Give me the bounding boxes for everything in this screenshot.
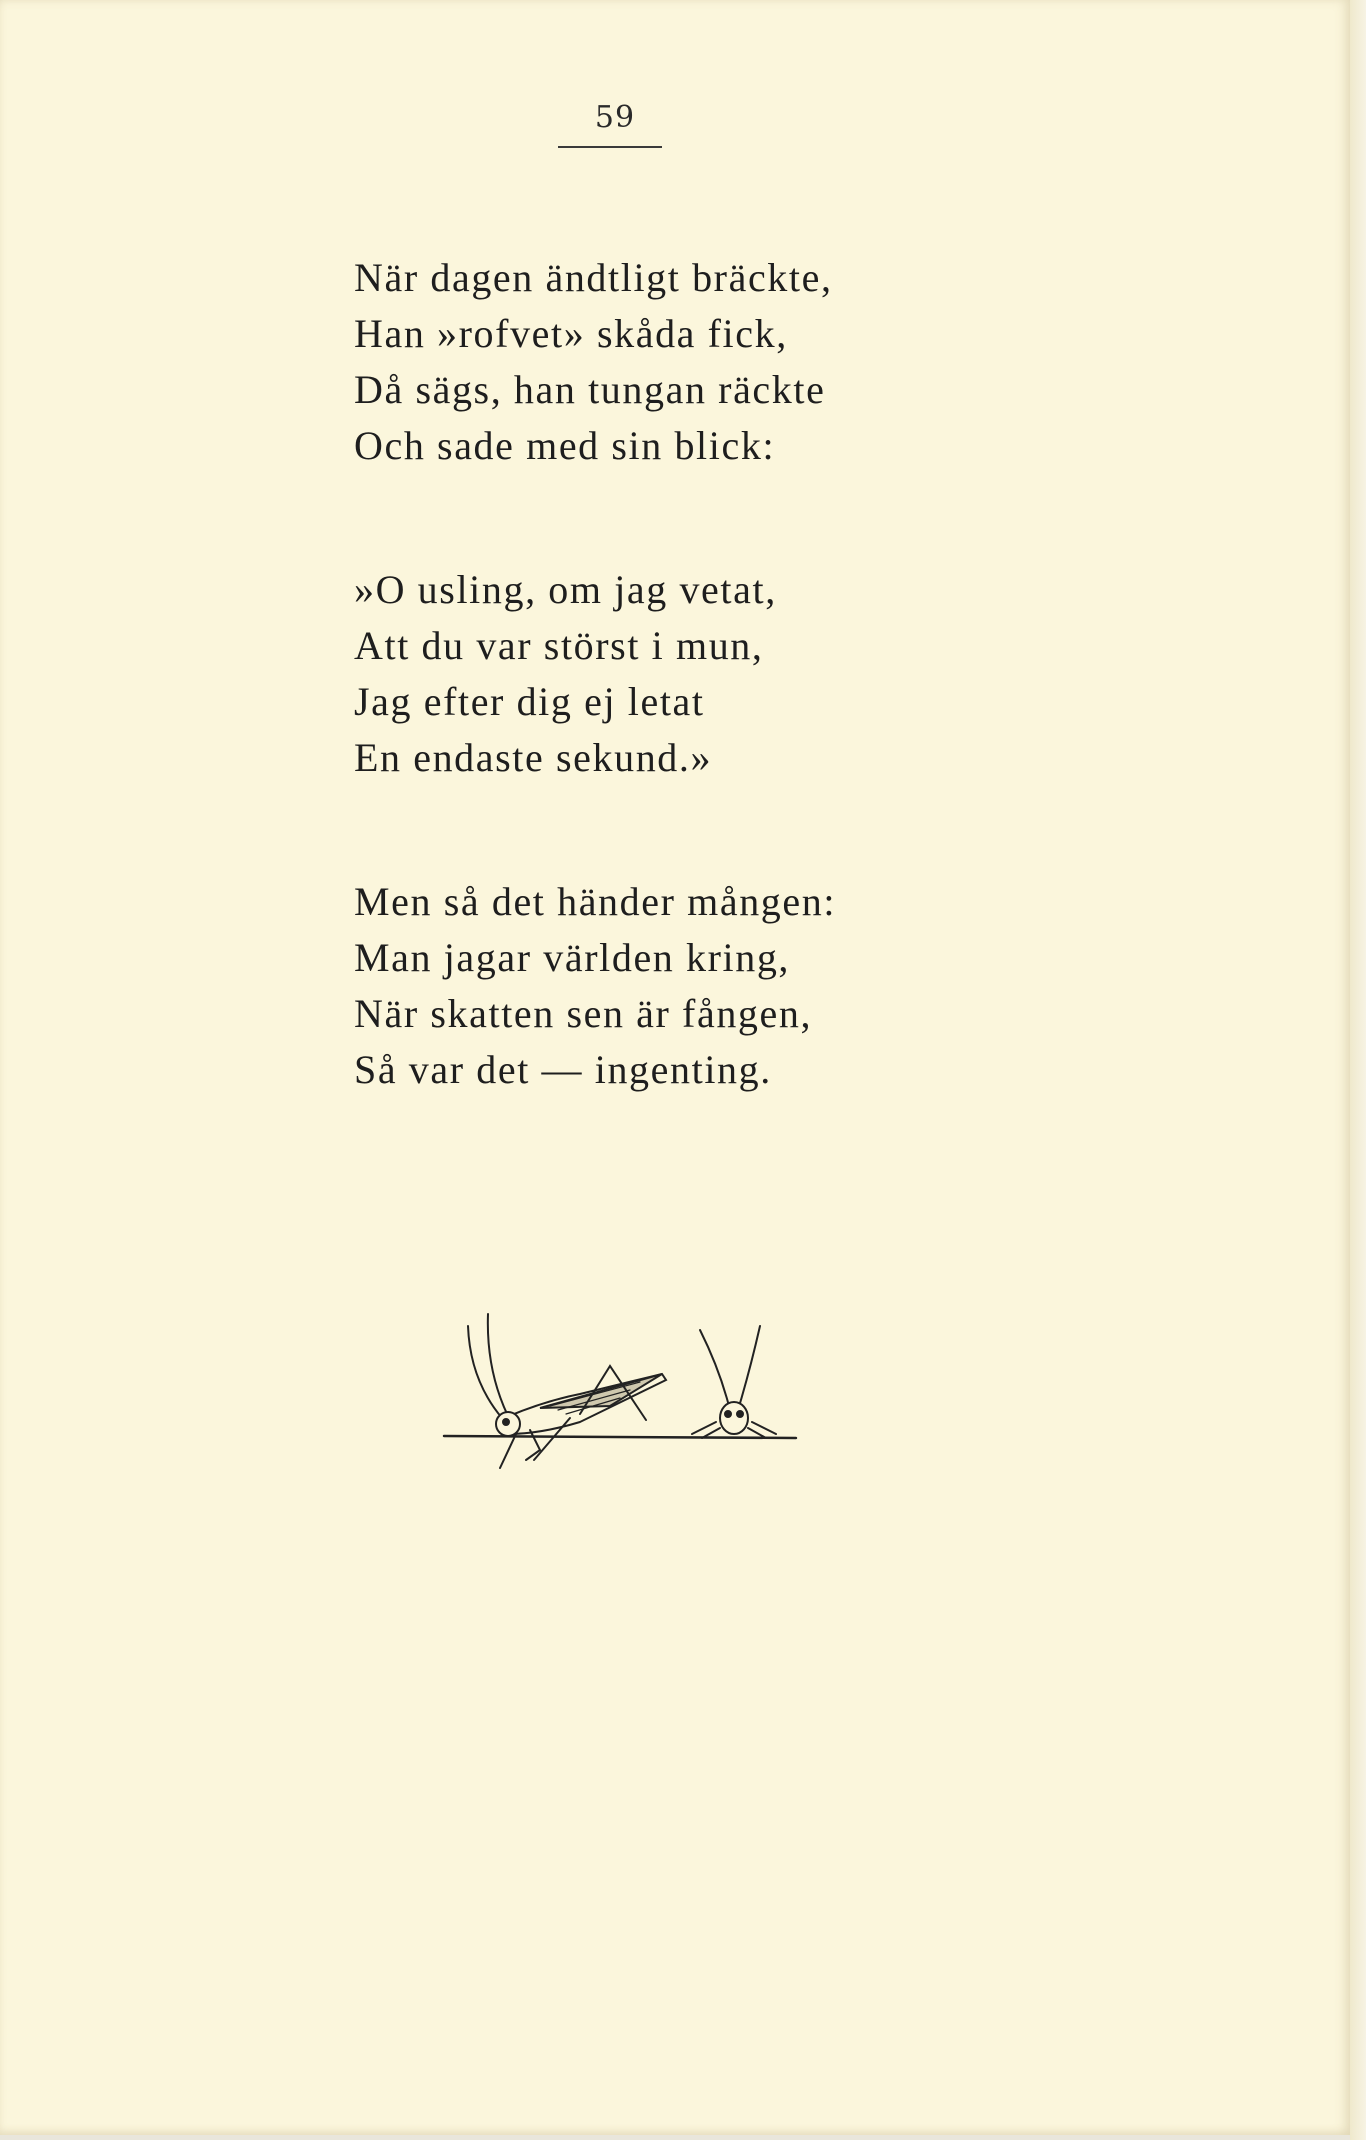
poem-line: Man jagar världen kring,	[354, 935, 791, 980]
poem-line: När dagen ändtligt bräckte,	[354, 255, 833, 300]
poem-line: Att du var störst i mun,	[354, 623, 764, 668]
poem-line: En endaste sekund.»	[354, 735, 713, 780]
poem-line: Då sägs, han tungan räckte	[354, 367, 826, 412]
stanza-2	[354, 562, 1054, 786]
poem-line: Och sade med sin blick:	[354, 423, 776, 468]
stanza-3	[354, 874, 1054, 1098]
poem	[354, 250, 1054, 1186]
page-number-rule	[558, 146, 662, 148]
poem-line: Men så det händer mången:	[354, 879, 837, 924]
poem-line: Jag efter dig ej letat	[354, 679, 705, 724]
poem-line: Han »rofvet» skåda fick,	[354, 311, 788, 356]
page-number: 59	[594, 100, 636, 135]
poem-line: Så var det — ingenting.	[354, 1047, 772, 1092]
page-edge	[1350, 0, 1366, 2140]
poem-line: När skatten sen är fången,	[354, 991, 813, 1036]
grasshoppers-illustration-icon	[430, 1310, 810, 1480]
stanza-1	[354, 250, 1054, 474]
poem-line: »O usling, om jag vetat,	[354, 567, 777, 612]
